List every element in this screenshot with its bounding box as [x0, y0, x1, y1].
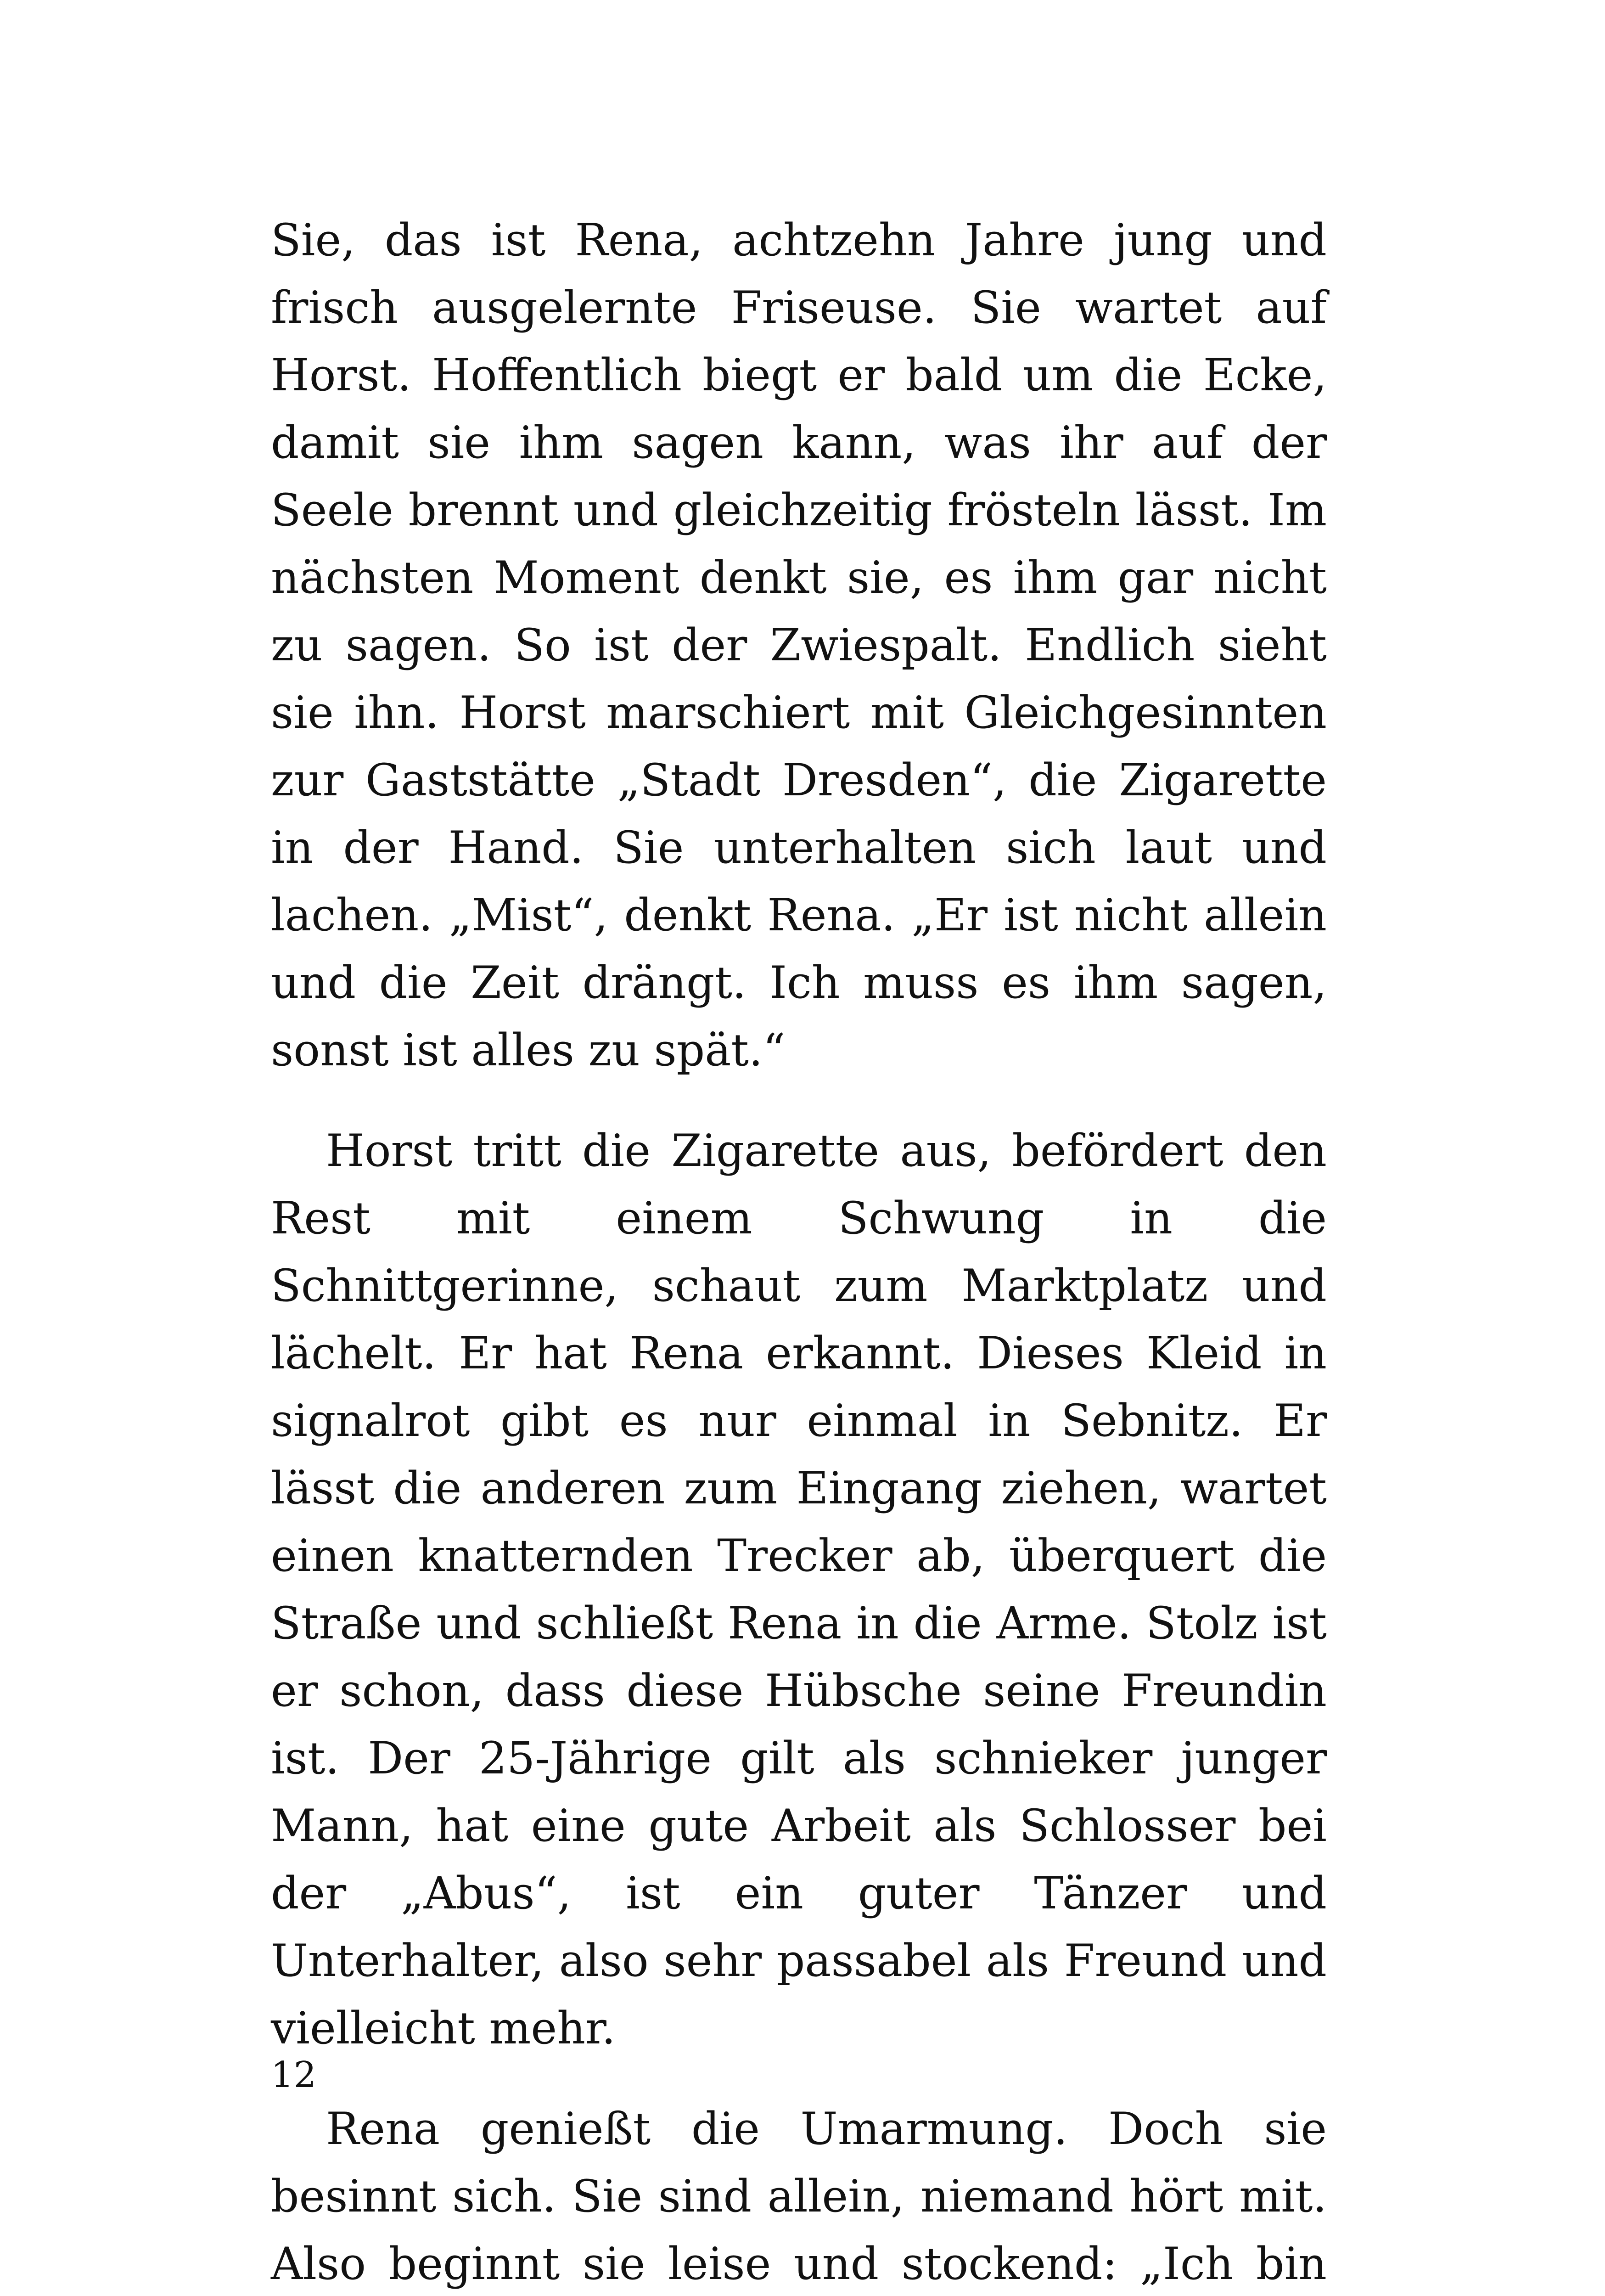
paragraph-1: Sie, das ist Rena, achtzehn Jahre jung und frisch ausgelernte Friseuse. Sie wartet auf Horst. Hoffentlich biegt er bald um die Ecke, damit sie ihm sagen kann, was ihr auf der Seele brennt und gleichzeitig frösteln lässt. Im nächsten Moment denkt sie, es ihm gar nicht zu sagen. So ist der Zwiespalt. Endlich sieht sie ihn. Horst marschiert mit Gleichgesinnten zur Gaststätte „Stadt Dresden“, die Zigarette in der Hand. Sie unterhalten sich laut und lachen. „Mist“, denkt Rena. „Er ist nicht allein und die Zeit drängt. Ich muss es ihm sagen, sonst ist alles zu spät.“ [271, 214, 1327, 1076]
body-text [271, 207, 1327, 2296]
paragraph-2: Horst tritt die Zigarette aus, befördert den Rest mit einem Schwung in die Schnittgerinne, schaut zum Marktplatz und lächelt. Er hat Rena erkannt. Dieses Kleid in signalrot gibt es nur einmal in Sebnitz. Er lässt die anderen zum Eingang ziehen, wartet einen knatternden Trecker ab, überquert die Straße und schließt Rena in die Arme. Stolz ist er schon, dass diese Hübsche seine Freundin ist. Der 25-Jährige gilt als schnieker junger Mann, hat eine gute Arbeit als Schlosser bei der „Abus“, ist ein guter Tänzer und Unterhalter, also sehr passabel als Freund und vielleicht mehr. [271, 1125, 1327, 2054]
paragraph-3: Rena genießt die Umarmung. Doch sie besinnt sich. Sie sind allein, niemand hört mit. Also beginnt sie leise und stockend: „Ich bin [271, 2103, 1327, 2290]
page-number: 12 [271, 2054, 317, 2096]
